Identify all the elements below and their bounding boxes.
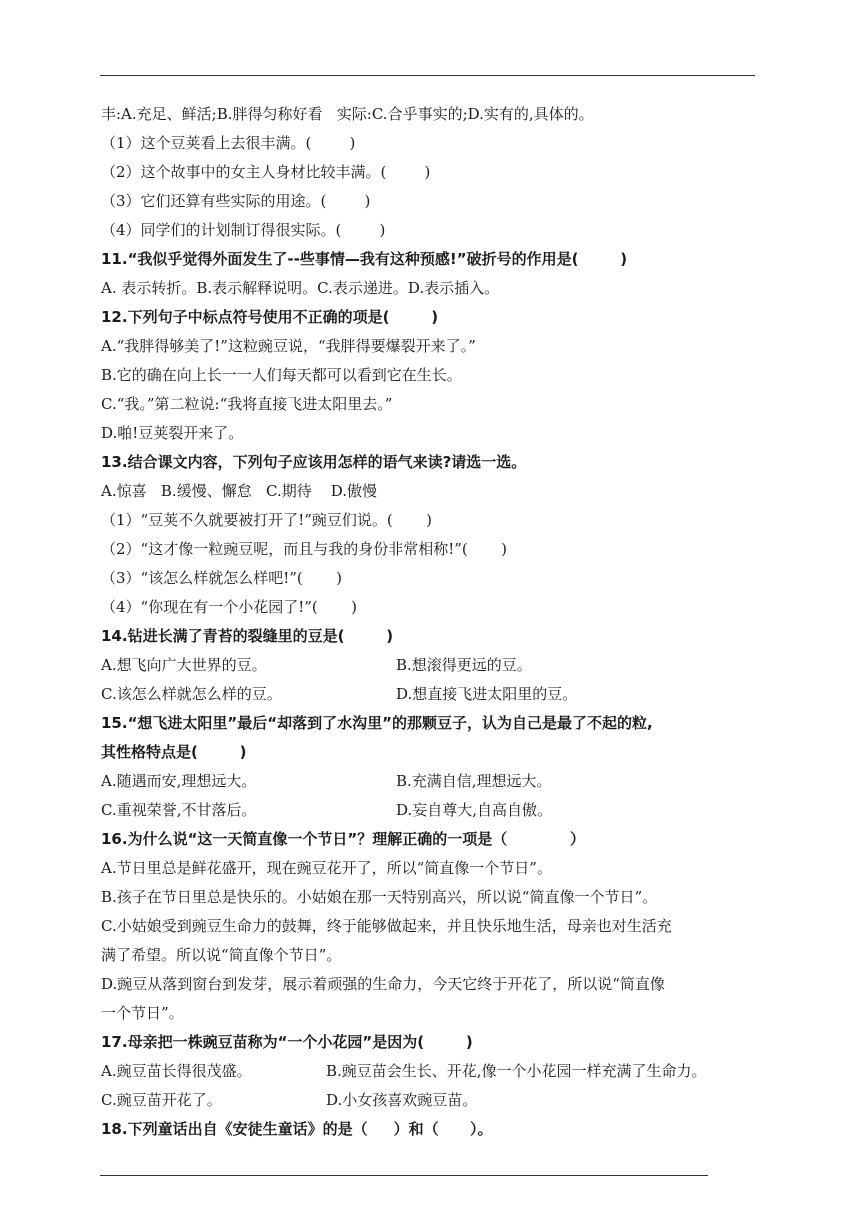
- question-12-stem: 12.下列句子中标点符号使用不正确的项是( ): [101, 308, 439, 326]
- question-14-stem: 14.钻进长满了青苔的裂缝里的豆是( ): [101, 627, 394, 645]
- question-17-stem: 17.母亲把一株豌豆苗称为“一个小花园”是因为( ): [101, 1033, 473, 1051]
- sub-question-2: （2）这个故事中的女主人身材比较丰满。( ): [101, 163, 431, 181]
- question-16-option-d-line-2: 一个节日”。: [101, 1004, 184, 1022]
- question-16-option-a: A.节日里总是鲜花盛开，现在豌豆花开了，所以“简直像一个节日”。: [101, 859, 552, 877]
- sub-question-4: （4）同学们的计划制订得很实际。( ): [101, 221, 386, 239]
- question-15-stem-line-2: 其性格特点是( ): [101, 743, 247, 761]
- sub-question-3: （3）它们还算有些实际的用途。( ): [101, 192, 371, 210]
- question-15-stem-line-1: 15.“想飞进太阳里”最后“却落到了水沟里”的那颗豆子，认为自己是最了不起的粒,: [101, 714, 653, 732]
- question-17-option-d: D.小女孩喜欢豌豆苗。: [326, 1091, 478, 1109]
- header-rule: [100, 75, 755, 76]
- question-12-option-d: D.啪!豆荚裂开来了。: [101, 424, 244, 442]
- question-13-sub-1: （1）“豆荚不久就要被打开了!”豌豆们说。( ): [101, 511, 432, 529]
- question-17-option-b: B.豌豆苗会生长、开花,像一个小花园一样充满了生命力。: [326, 1062, 707, 1080]
- question-16-option-d-line-1: D.豌豆从落到窗台到发芽，展示着顽强的生命力，今天它终于开花了，所以说“简直像: [101, 975, 665, 993]
- definition-line: 丰:A.充足、鲜活;B.胖得匀称好看 实际:C.合乎事实的;D.实有的,具体的。: [101, 105, 594, 123]
- worksheet-body: [101, 100, 771, 1144]
- question-11-stem: 11.“我似乎觉得外面发生了--些事情—我有这种预感!”破折号的作用是( ): [101, 250, 628, 268]
- question-16-option-b: B.孩子在节日里总是快乐的。小姑娘在那一天特别高兴，所以说“简直像一个节日”。: [101, 888, 658, 906]
- sub-question-1: （1）这个豆荚看上去很丰满。( ): [101, 134, 356, 152]
- question-17-option-c: C.豌豆苗开花了。: [101, 1091, 222, 1109]
- question-15-option-b: B.充满自信,理想远大。: [396, 772, 552, 790]
- question-15-options-row-1: [101, 767, 771, 796]
- question-18-stem: 18.下列童话出自《安徒生童话》的是（ ）和（ ）。: [101, 1120, 493, 1138]
- footer-rule: [100, 1175, 708, 1176]
- question-14-options-row-1: [101, 651, 771, 680]
- question-15-option-c: C.重视荣誉,不甘落后。: [101, 801, 257, 819]
- question-11-options: A. 表示转折。B.表示解释说明。C.表示递进。D.表示插入。: [101, 279, 500, 297]
- question-17-options-row-2: [101, 1086, 771, 1115]
- question-17-options-row-1: [101, 1057, 771, 1086]
- question-13-sub-3: （3）“该怎么样就怎么样吧!”( ): [101, 569, 342, 587]
- question-12-option-a: A.“我胖得够美了!”这粒豌豆说，“我胖得要爆裂开来了。”: [101, 337, 476, 355]
- question-13-options: A.惊喜 B.缓慢、懈怠 C.期待 D.傲慢: [101, 482, 378, 500]
- question-13-sub-2: （2）“这才像一粒豌豆呢，而且与我的身份非常相称!”( ): [101, 540, 507, 558]
- question-12-option-b: B.它的确在向上长一一人们每天都可以看到它在生长。: [101, 366, 462, 384]
- question-12-option-c: C.“我。”第二粒说:“我将直接飞进太阳里去。”: [101, 395, 393, 413]
- question-16-option-c-line-1: C.小姑娘受到豌豆生命力的鼓舞，终于能够做起来，并且快乐地生活，母亲也对生活充: [101, 917, 672, 935]
- question-15-option-d: D.妄自尊大,自高自傲。: [396, 801, 553, 819]
- question-15-option-a: A.随遇而安,理想远大。: [101, 772, 257, 790]
- question-17-option-a: A.豌豆苗长得很茂盛。: [101, 1062, 252, 1080]
- question-16-stem: 16.为什么说“这一天简直像一个节日”？理解正确的一项是（ ）: [101, 830, 585, 848]
- question-13-stem: 13.结合课文内容，下列句子应该用怎样的语气来读?请选一选。: [101, 453, 527, 471]
- question-13-sub-4: （4）“你现在有一个小花园了!”( ): [101, 598, 357, 616]
- question-14-options-row-2: [101, 680, 771, 709]
- question-16-option-c-line-2: 满了希望。所以说“简直像个节日”。: [101, 946, 342, 964]
- question-14-option-d: D.想直接飞进太阳里的豆。: [396, 685, 578, 703]
- question-15-options-row-2: [101, 796, 771, 825]
- question-14-option-a: A.想飞向广大世界的豆。: [101, 656, 267, 674]
- question-14-option-b: B.想滚得更远的豆。: [396, 656, 532, 674]
- question-14-option-c: C.该怎么样就怎么样的豆。: [101, 685, 282, 703]
